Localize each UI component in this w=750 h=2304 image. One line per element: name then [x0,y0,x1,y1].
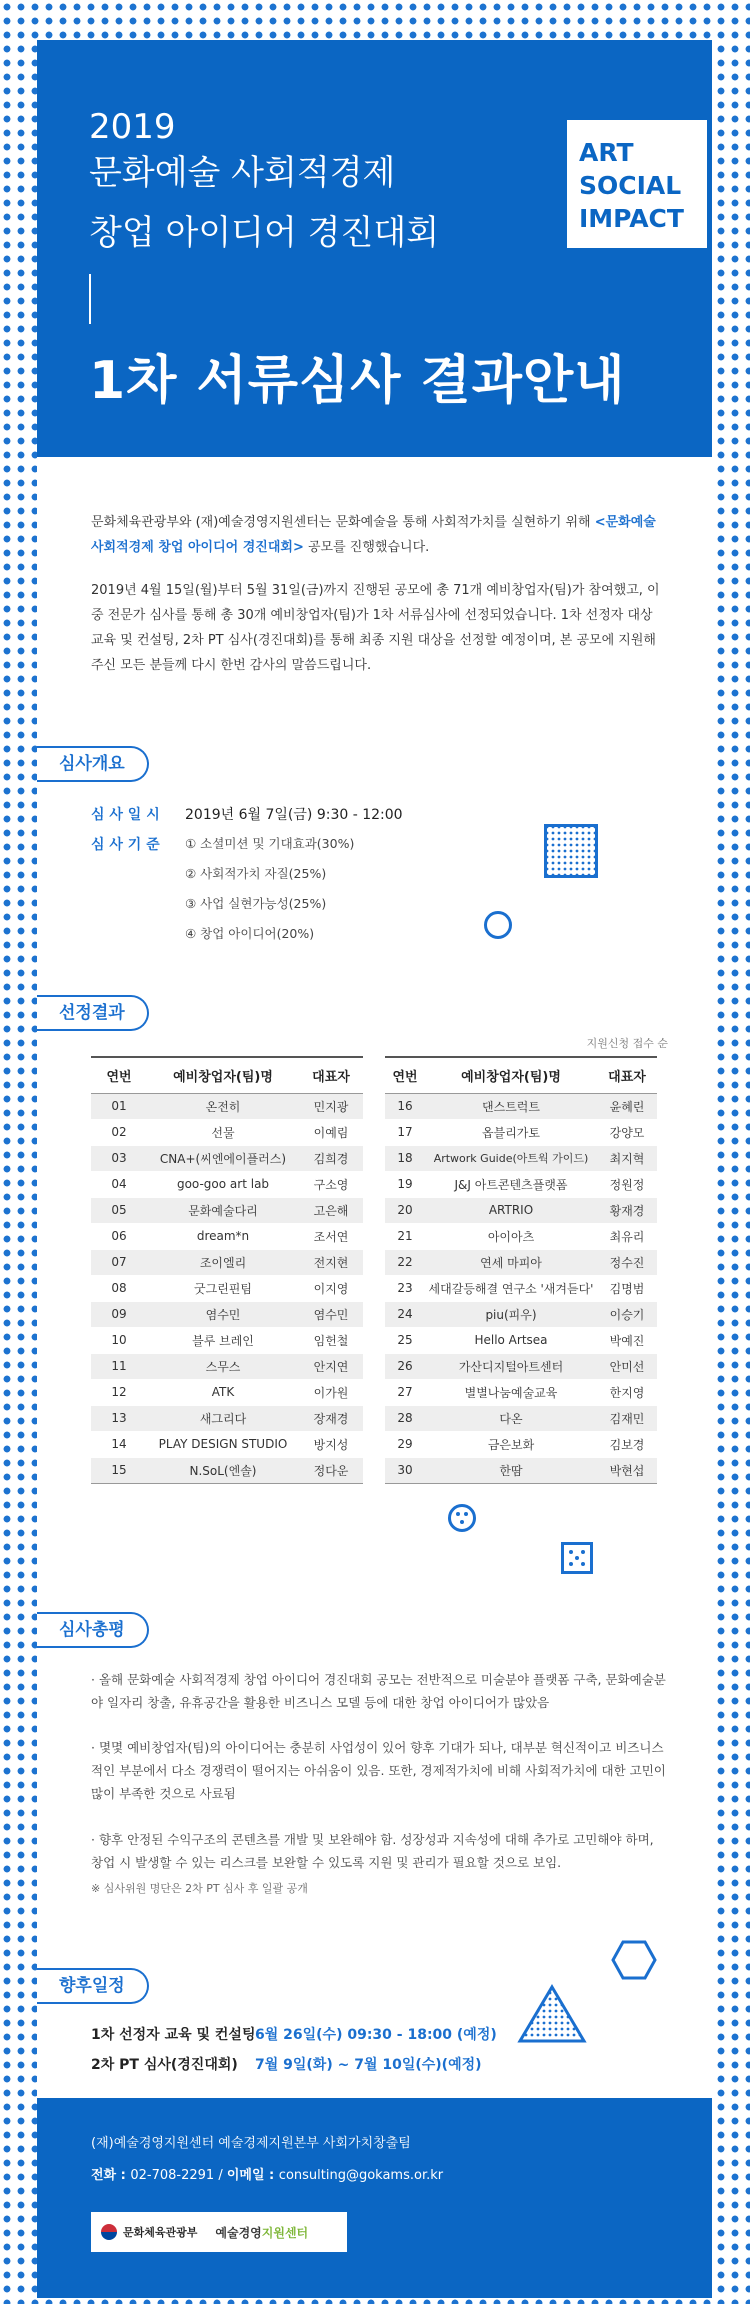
criteria-item: ③ 사업 실현가능성(25%) [185,896,327,911]
table-row [91,1223,363,1249]
criteria-item: ④ 창업 아이디어(20%) [185,926,315,941]
intro-paragraph-1 [91,510,661,560]
col-header-rep: 대표자 [597,1057,657,1093]
section-title-review: 심사총평 [37,1612,149,1648]
row-number: 07 [91,1249,147,1275]
team-name: Hello Artsea [425,1327,597,1353]
results-table-left [91,1056,363,1484]
email-label: 이메일 : [226,2168,279,2183]
badge-line3: IMPACT [579,204,684,233]
row-number: 22 [385,1249,425,1275]
representative: 김희경 [299,1145,363,1171]
hero-year: 2019 [89,107,176,147]
representative: 강양모 [597,1119,657,1145]
table-row [91,1119,363,1145]
table-row [385,1223,657,1249]
representative: 조서연 [299,1223,363,1249]
team-name: 온전히 [147,1093,299,1119]
col-header-no: 연번 [385,1057,425,1093]
table-row [91,1249,363,1275]
representative: 최지혁 [597,1145,657,1171]
team-name: 옵블리가토 [425,1119,597,1145]
review-item: · 올해 문화예술 사회적경제 창업 아이디어 경진대회 공모는 전반적으로 미술분야 플랫폼 구축, 문화예술분야 일자리 창출, 유휴공간을 활용한 비즈니스 모델 등에 대한 창업 아이디어가 많았음 [91,1672,666,1710]
row-number: 24 [385,1301,425,1327]
review-date-value: 2019년 6월 7일(금) 9:30 - 12:00 [185,807,403,823]
team-name: PLAY DESIGN STUDIO [147,1431,299,1457]
team-name: 블루 브레인 [147,1327,299,1353]
row-number: 03 [91,1145,147,1171]
row-number: 17 [385,1119,425,1145]
representative: 한지영 [597,1379,657,1405]
table-row [385,1379,657,1405]
table-row [91,1171,363,1197]
schedule-item-date: 6월 26일(수) 09:30 - 18:00 (예정) [255,2027,497,2043]
table-row [91,1379,363,1405]
table-row [385,1457,657,1483]
hero-title-line1: 문화예술 사회적경제 [89,153,396,193]
table-row [385,1093,657,1119]
representative: 김보경 [597,1431,657,1457]
representative: 이지영 [299,1275,363,1301]
row-number: 01 [91,1093,147,1119]
row-number: 13 [91,1405,147,1431]
table-row [91,1093,363,1119]
table-row [385,1275,657,1301]
row-number: 29 [385,1431,425,1457]
representative: 박예진 [597,1327,657,1353]
table-row [91,1275,363,1301]
hero-title-line2: 창업 아이디어 경진대회 [89,213,440,253]
schedule-item-label: 1차 선정자 교육 및 컨설팅 [91,2027,256,2043]
schedule-item [91,2024,497,2044]
team-name: Artwork Guide(아트웍 가이드) [425,1145,597,1171]
mcst-logo [101,2224,197,2240]
team-name: piu(피우) [425,1301,597,1327]
table-row [385,1171,657,1197]
table-row [91,1405,363,1431]
representative: 정원정 [597,1171,657,1197]
row-number: 27 [385,1379,425,1405]
intro-text [91,510,661,678]
table-row [91,1327,363,1353]
team-name: 댄스트럭트 [425,1093,597,1119]
intro-p1-pre: 문화체육관광부와 (재)예술경영지원센터는 문화예술을 통해 사회적가치를 실현하기 위해 [91,515,595,530]
mcst-logo-text: 문화체육관광부 [123,2226,198,2239]
intro-paragraph-2: 2019년 4월 15일(월)부터 5월 31일(금)까지 진행된 공모에 총 71개 예비창업자(팀)가 참여했고, 이중 전문가 심사를 통해 총 30개 예비창업자(팀)가 1차 서류심사에 선정되었습니다. 1차 선정자 대상 교육 및 컨설팅, 2차 PT 심사(경진대회)를 통해 최종 지원 대상을 선정할 예정이며, 본 공모에 지원해 주신 모든 분들께 다시 한번 감사의 말씀드립니다. [91,583,660,673]
table-row [91,1353,363,1379]
row-number: 02 [91,1119,147,1145]
representative: 이예림 [299,1119,363,1145]
team-name: 조이엘리 [147,1249,299,1275]
contact-separator: / [214,2168,227,2183]
phone-value: 02-708-2291 [130,2168,215,2183]
results-order-note: 지원신청 접수 순 [586,1037,668,1050]
review-footnote: ※ 심사위원 명단은 2차 PT 심사 후 일괄 공개 [91,1882,308,1895]
table-row [385,1431,657,1457]
footer-org: (재)예술경영지원센터 예술경제지원본부 사회가치창출팀 [91,2136,411,2151]
row-number: 08 [91,1275,147,1301]
section-title-overview: 심사개요 [37,746,149,782]
representative: 황재경 [597,1197,657,1223]
sponsor-logos [91,2212,347,2252]
row-number: 21 [385,1223,425,1249]
representative: 정다운 [299,1457,363,1483]
representative: 이승기 [597,1301,657,1327]
row-number: 15 [91,1457,147,1483]
row-number: 26 [385,1353,425,1379]
representative: 김재민 [597,1405,657,1431]
table-row [385,1301,657,1327]
team-name: goo-goo art lab [147,1171,299,1197]
team-name: 굿그린핀팀 [147,1275,299,1301]
hero-banner [37,40,712,457]
hexagon-shape [611,1940,657,1980]
table-row [91,1431,363,1457]
row-number: 10 [91,1327,147,1353]
table-row [385,1197,657,1223]
team-name: 다온 [425,1405,597,1431]
dice-square-shape [561,1542,593,1574]
section-title-schedule: 향후일정 [37,1968,149,2004]
table-row [91,1301,363,1327]
team-name: 문화예술다리 [147,1197,299,1223]
representative: 안미선 [597,1353,657,1379]
row-number: 23 [385,1275,425,1301]
team-name: J&J 아트콘텐츠플랫폼 [425,1171,597,1197]
table-row [385,1353,657,1379]
team-name: 새그리다 [147,1405,299,1431]
criteria-item: ② 사회적가치 자질(25%) [185,866,327,881]
gokams-logo-a: 예술경영 [215,2225,262,2240]
representative: 정수진 [597,1249,657,1275]
schedule-item-label: 2차 PT 심사(경진대회) [91,2057,238,2073]
intro-p1-highlight: <문화예술 사회적경제 창업 아이디어 경진대회> [91,515,656,555]
team-name: 금은보화 [425,1431,597,1457]
team-name: N.SoL(엔솔) [147,1457,299,1483]
gokams-logo [215,2224,308,2241]
representative: 안지연 [299,1353,363,1379]
team-name: 염수민 [147,1301,299,1327]
representative: 장재경 [299,1405,363,1431]
gokams-logo-b: 지원센터 [261,2225,309,2240]
schedule-item-date: 7월 9일(화) ~ 7월 10일(수)(예정) [255,2057,482,2073]
representative: 윤혜린 [597,1093,657,1119]
representative: 염수민 [299,1301,363,1327]
row-number: 04 [91,1171,147,1197]
footer-contact [91,2164,443,2183]
representative: 전지현 [299,1249,363,1275]
results-table-right [385,1056,657,1484]
circle-shape [483,910,513,940]
representative: 고은해 [299,1197,363,1223]
table-row [385,1327,657,1353]
row-number: 19 [385,1171,425,1197]
col-header-rep: 대표자 [299,1057,363,1093]
table-row [91,1197,363,1223]
hero-headline: 1차 서류심사 결과안내 [89,351,626,411]
row-number: 20 [385,1197,425,1223]
table-row [385,1145,657,1171]
intro-p1-post: 공모를 진행했습니다. [303,540,430,555]
poster-sheet [37,40,712,2260]
hero-divider [89,274,91,324]
table-row [385,1249,657,1275]
table-row [91,1145,363,1171]
team-name: ARTRIO [425,1197,597,1223]
team-name: CNA+(씨엔에이플러스) [147,1145,299,1171]
row-number: 25 [385,1327,425,1353]
representative: 임헌철 [299,1327,363,1353]
footer [37,2098,712,2298]
row-number: 06 [91,1223,147,1249]
review-item: · 몇몇 예비창업자(팀)의 아이디어는 충분히 사업성이 있어 향후 기대가 되나, 대부분 혁신적이고 비즈니스적인 부분에서 다소 경쟁력이 떨어지는 아쉬움이 있음. 또한, 경제적가치에 비해 사회적가치에 대한 고민이 많이 부족한 것으로 사료됨 [91,1740,666,1801]
row-number: 14 [91,1431,147,1457]
team-name: 세대갈등해결 연구소 '새겨듣다' [425,1275,597,1301]
badge-line2: SOCIAL [579,171,682,200]
review-date-label: 심 사 일 시 [91,807,160,823]
dotted-square-shape [544,824,598,878]
representative: 김명범 [597,1275,657,1301]
phone-label: 전화 : [91,2168,131,2183]
schedule-item [91,2054,482,2074]
col-header-team: 예비창업자(팀)명 [425,1057,597,1093]
representative: 민지광 [299,1093,363,1119]
team-name: 선물 [147,1119,299,1145]
team-name: 연세 마피아 [425,1249,597,1275]
review-item: · 향후 안정된 수익구조의 콘텐츠를 개발 및 보완해야 함. 성장성과 지속성에 대해 추가로 고민해야 하며, 창업 시 발생할 수 있는 리스크를 보완할 수 있도록 지원 및 관리가 필요할 것으로 보임. [91,1832,654,1870]
row-number: 12 [91,1379,147,1405]
representative: 이가원 [299,1379,363,1405]
row-number: 16 [385,1093,425,1119]
table-row [385,1405,657,1431]
team-name: ATK [147,1379,299,1405]
review-criteria-label: 심 사 기 준 [91,837,160,853]
row-number: 11 [91,1353,147,1379]
team-name: 한땀 [425,1457,597,1483]
representative: 최유리 [597,1223,657,1249]
team-name: dream*n [147,1223,299,1249]
row-number: 30 [385,1457,425,1483]
row-number: 18 [385,1145,425,1171]
row-number: 28 [385,1405,425,1431]
dice-circle-shape [447,1503,477,1533]
section-title-results: 선정결과 [37,995,149,1031]
row-number: 05 [91,1197,147,1223]
badge-line1: ART [579,138,634,167]
team-name: 스무스 [147,1353,299,1379]
team-name: 가산디지털아트센터 [425,1353,597,1379]
table-row [385,1119,657,1145]
criteria-item: ① 소셜미션 및 기대효과(30%) [185,836,355,851]
representative: 박현섭 [597,1457,657,1483]
email-link[interactable]: consulting@gokams.or.kr [278,2168,444,2183]
art-social-impact-badge [567,120,707,248]
taegeuk-icon [101,2224,117,2240]
dotted-triangle-shape [517,1984,587,2044]
team-name: 별별나눔예술교육 [425,1379,597,1405]
representative: 방지성 [299,1431,363,1457]
table-row [91,1457,363,1483]
col-header-no: 연번 [91,1057,147,1093]
row-number: 09 [91,1301,147,1327]
representative: 구소영 [299,1171,363,1197]
col-header-team: 예비창업자(팀)명 [147,1057,299,1093]
team-name: 아이아츠 [425,1223,597,1249]
